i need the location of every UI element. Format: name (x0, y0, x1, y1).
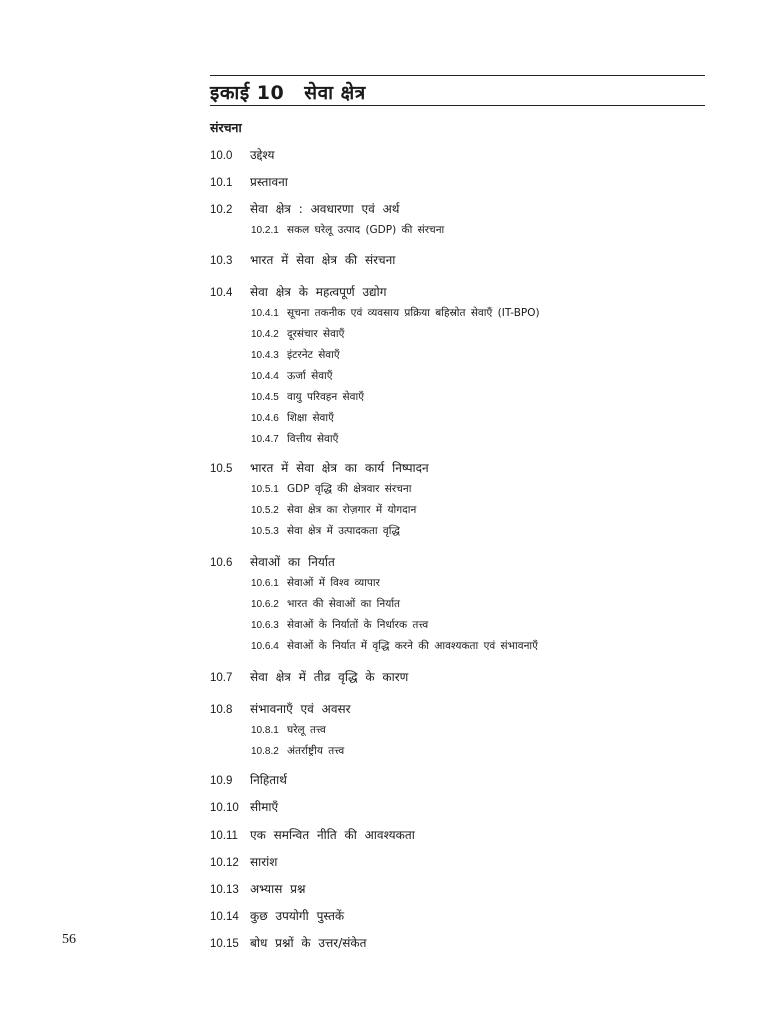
toc-subitem (251, 348, 340, 362)
toc-subitem-number: 10.4.5 (251, 392, 279, 403)
toc-subitem-number: 10.8.1 (251, 725, 279, 736)
toc-subitem (251, 369, 333, 383)
toc-subitem (251, 390, 364, 404)
toc-subitem-title: GDP वृद्धि की क्षेत्रवार संरचना (287, 483, 412, 495)
toc-subitem (251, 482, 411, 496)
toc-item-number: 10.11 (210, 830, 238, 842)
toc-item (210, 880, 305, 897)
toc-item (210, 283, 387, 300)
toc-subitem (251, 524, 400, 538)
toc-item-number: 10.6 (210, 557, 233, 569)
toc-item-number: 10.13 (210, 884, 239, 896)
toc-subitem-title: घरेलू तत्त्व (287, 724, 326, 736)
toc-item-number: 10.2 (210, 204, 233, 216)
toc-item-number: 10.14 (210, 911, 239, 923)
unit-label: इकाई 10 (210, 82, 285, 104)
toc-item-number: 10.10 (210, 802, 239, 814)
toc-subitem (251, 576, 380, 590)
toc-subitem-title: इंटरनेट सेवाएँ (287, 349, 340, 361)
toc-item-title: कुछ उपयोगी पुस्तकें (250, 909, 345, 923)
toc-subitem-number: 10.4.6 (251, 413, 279, 424)
toc-subitem-title: वायु परिवहन सेवाएँ (287, 391, 365, 403)
unit-name: सेवा क्षेत्र (304, 82, 366, 104)
toc-item (210, 668, 408, 685)
toc-subitem-number: 10.5.1 (251, 484, 279, 495)
toc-item (210, 934, 366, 951)
toc-subitem-number: 10.8.2 (251, 746, 279, 757)
toc-item-title: सेवाओं का निर्यात (250, 555, 335, 569)
toc-subitem-title: शिक्षा सेवाएँ (287, 412, 334, 424)
toc-item (210, 200, 399, 217)
page-number: 56 (62, 932, 76, 947)
toc-item-title: बोध प्रश्नों के उत्तर/संकेत (250, 936, 367, 950)
toc-item-number: 10.3 (210, 255, 233, 267)
toc-subitem-number: 10.4.1 (251, 308, 279, 319)
toc-item-title: भारत में सेवा क्षेत्र का कार्य निष्पादन (250, 461, 429, 475)
toc-subitem-title: सेवाओं के निर्यात में वृद्धि करने की आवश्यकता एवं संभावनाएँ (287, 640, 538, 652)
toc-item-title: अभ्यास प्रश्न (250, 882, 306, 896)
toc-subitem-number: 10.6.2 (251, 599, 279, 610)
structure-heading: संरचना (210, 120, 242, 135)
toc-subitem-number: 10.5.2 (251, 505, 279, 516)
toc-subitem (251, 639, 538, 653)
toc-item-title: सेवा क्षेत्र : अवधारणा एवं अर्थ (250, 202, 400, 216)
toc-item-number: 10.4 (210, 287, 233, 299)
toc-item-title: एक समन्वित नीति की आवश्यकता (250, 828, 415, 842)
toc-subitem-number: 10.4.2 (251, 329, 279, 340)
toc-subitem-title: सेवा क्षेत्र में उत्पादकता वृद्धि (287, 525, 400, 537)
toc-item-number: 10.0 (210, 150, 233, 162)
toc-subitem (251, 432, 338, 446)
toc-subitem-number: 10.4.3 (251, 350, 279, 361)
toc-subitem-number: 10.5.3 (251, 526, 279, 537)
toc-item-title: सारांश (250, 855, 278, 869)
toc-subitem-number: 10.2.1 (251, 225, 279, 236)
toc-item-title: प्रस्तावना (250, 175, 288, 189)
toc-item (210, 173, 288, 190)
toc-subitem-number: 10.4.4 (251, 371, 279, 382)
toc-subitem-title: सेवाओं में विश्व व्यापार (287, 577, 380, 589)
toc-subitem-title: ऊर्जा सेवाएँ (287, 370, 333, 382)
toc-subitem (251, 411, 334, 425)
toc-item (210, 826, 415, 843)
toc-item-number: 10.12 (210, 857, 239, 869)
toc-subitem-title: अंतर्राष्ट्रीय तत्त्व (287, 745, 345, 757)
toc-subitem (251, 223, 444, 237)
toc-item-title: संभावनाएँ एवं अवसर (250, 702, 351, 716)
toc-subitem-title: सूचना तकनीक एवं व्यवसाय प्रक्रिया बहिस्रोत सेवाएँ (IT-BPO) (287, 307, 540, 319)
toc-subitem (251, 618, 428, 632)
toc-item (210, 553, 335, 570)
toc-subitem (251, 744, 344, 758)
toc-subitem-number: 10.4.7 (251, 434, 279, 445)
toc-item (210, 700, 351, 717)
toc-subitem-title: भारत की सेवाओं का निर्यात (287, 598, 401, 610)
toc-subitem-number: 10.6.3 (251, 620, 279, 631)
toc-item (210, 853, 277, 870)
toc-item-number: 10.7 (210, 672, 233, 684)
toc-subitem (251, 503, 416, 517)
toc-subitem-title: दूरसंचार सेवाएँ (287, 328, 345, 340)
toc-item (210, 459, 429, 476)
toc-item (210, 251, 395, 268)
toc-item-number: 10.9 (210, 775, 233, 787)
toc-item-title: उद्देश्य (250, 148, 275, 162)
toc-subitem-title: सेवा क्षेत्र का रोज़गार में योगदान (287, 504, 417, 516)
toc-item (210, 771, 287, 788)
toc-subitem (251, 306, 540, 320)
toc-item (210, 907, 344, 924)
toc-item (210, 798, 278, 815)
toc-item-title: सेवा क्षेत्र में तीव्र वृद्धि के कारण (250, 670, 409, 684)
toc-subitem-number: 10.6.4 (251, 641, 279, 652)
toc-item-title: निहितार्थ (250, 773, 287, 787)
toc-item-number: 10.1 (210, 177, 233, 189)
toc-subitem (251, 327, 344, 341)
toc-subitem (251, 597, 400, 611)
toc-subitem-title: सकल घरेलू उत्पाद (GDP) की संरचना (287, 224, 445, 236)
toc-item-number: 10.8 (210, 704, 233, 716)
toc-subitem-number: 10.6.1 (251, 578, 279, 589)
toc-item-title: सेवा क्षेत्र के महत्वपूर्ण उद्योग (250, 285, 387, 299)
toc-item-title: सीमाएँ (250, 800, 279, 814)
toc-subitem (251, 723, 326, 737)
toc-item (210, 146, 274, 163)
toc-item-number: 10.5 (210, 463, 233, 475)
toc-item-number: 10.15 (210, 938, 239, 950)
toc-subitem-title: वित्तीय सेवाएँ (287, 433, 339, 445)
toc-subitem-title: सेवाओं के निर्यातों के निर्धारक तत्त्व (287, 619, 429, 631)
toc-item-title: भारत में सेवा क्षेत्र की संरचना (250, 253, 396, 267)
